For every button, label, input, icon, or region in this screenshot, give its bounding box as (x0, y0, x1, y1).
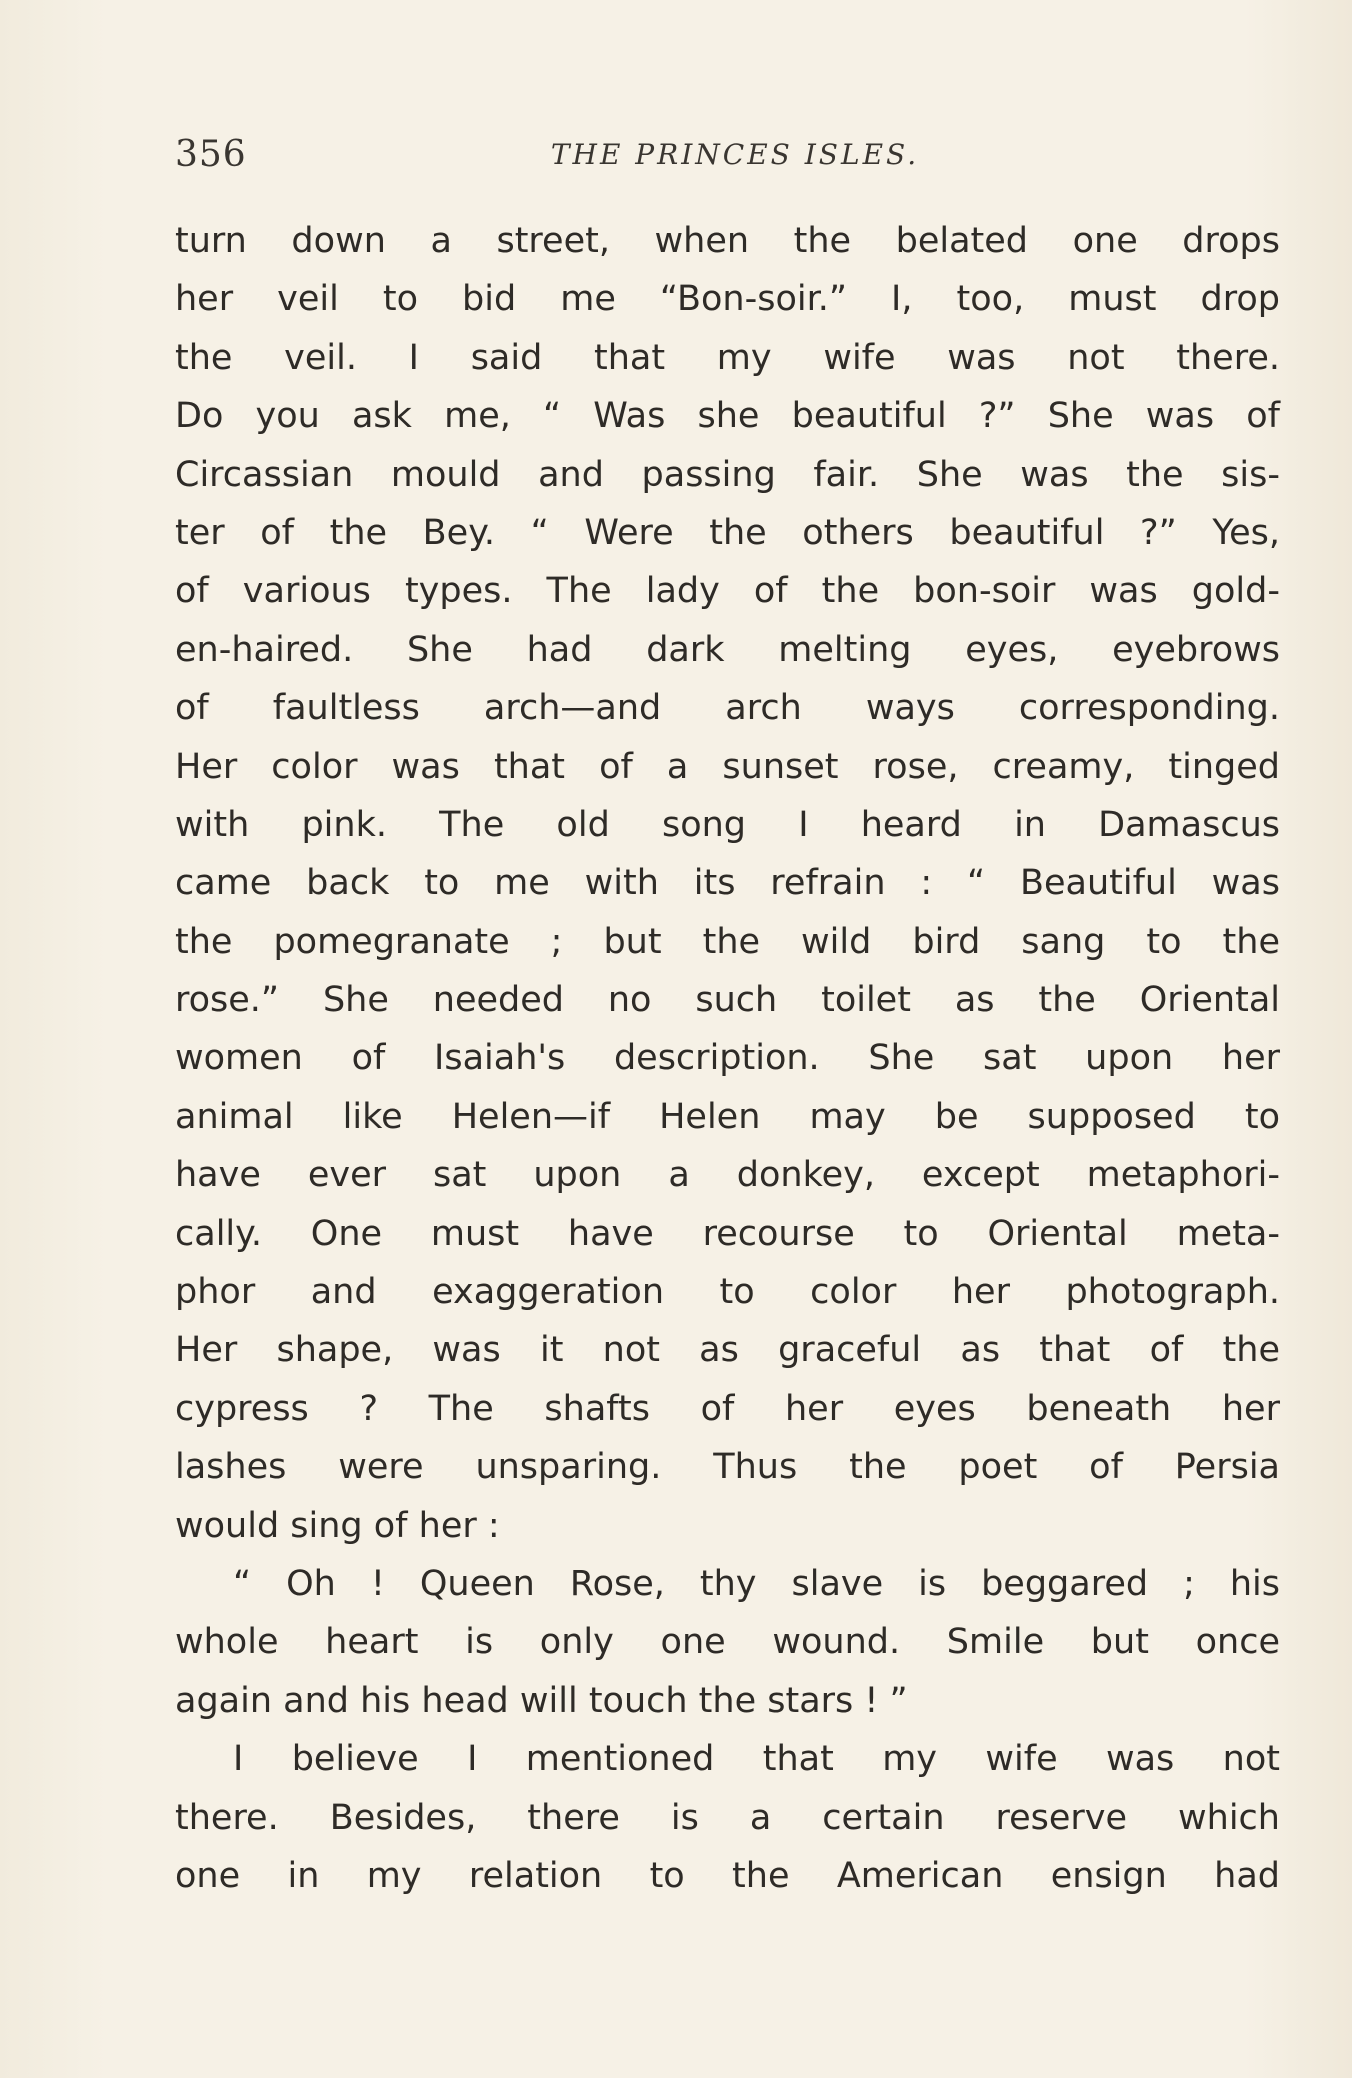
text-line: Do you ask me, “ Was she beautiful ?” She was of (175, 396, 1280, 437)
text-line: whole heart is only one wound. Smile but once (175, 1622, 1280, 1663)
text-line: came back to me with its refrain : “ Beautiful was (175, 863, 1280, 904)
text-line: have ever sat upon a donkey, except metaphori- (175, 1155, 1280, 1196)
text-line: Circassian mould and passing fair. She was the sis- (175, 454, 1280, 495)
text-line: cypress ? The shafts of her eyes beneath her (175, 1388, 1280, 1429)
text-line: phor and exaggeration to color her photograph. (175, 1272, 1280, 1313)
text-line: en-haired. She had dark melting eyes, eyebrows (175, 629, 1280, 670)
text-line: Her shape, was it not as graceful as that of the (175, 1330, 1280, 1371)
text-line: would sing of her : (175, 1505, 500, 1546)
text-line: of various types. The lady of the bon-soir was gold- (175, 571, 1280, 612)
page-number: 356 (175, 134, 247, 175)
text-line: rose.” She needed no such toilet as the Oriental (175, 980, 1280, 1021)
text-line: the veil. I said that my wife was not there. (175, 337, 1280, 378)
text-line: “ Oh ! Queen Rose, thy slave is beggared ; his (233, 1563, 1280, 1604)
text-line: turn down a street, when the belated one drops (175, 221, 1280, 261)
text-line: one in my relation to the American ensign had (175, 1855, 1280, 1896)
text-line: her veil to bid me “Bon-soir.” I, too, must drop (175, 279, 1280, 320)
body-text (175, 212, 1280, 1905)
text-line: cally. One must have recourse to Oriental meta- (175, 1213, 1280, 1254)
running-title: THE PRINCES ISLES. (550, 138, 920, 171)
text-line: women of Isaiah's description. She sat upon her (175, 1038, 1280, 1079)
text-line: Her color was that of a sunset rose, creamy, tinged (175, 746, 1280, 787)
text-line: ter of the Bey. “ Were the others beautiful ?” Yes, (175, 512, 1280, 553)
text-line: with pink. The old song I heard in Damascus (175, 804, 1280, 845)
text-line: lashes were unsparing. Thus the poet of Persia (175, 1447, 1280, 1488)
text-line: the pomegranate ; but the wild bird sang to the (175, 921, 1280, 962)
text-line: of faultless arch—and arch ways corresponding. (175, 688, 1280, 729)
text-line: again and his head will touch the stars ! ” (175, 1680, 908, 1721)
page-header (175, 134, 1295, 184)
text-line: I believe I mentioned that my wife was not (233, 1739, 1280, 1780)
text-line: there. Besides, there is a certain reserve which (175, 1797, 1280, 1838)
text-line: animal like Helen—if Helen may be supposed to (175, 1096, 1280, 1137)
